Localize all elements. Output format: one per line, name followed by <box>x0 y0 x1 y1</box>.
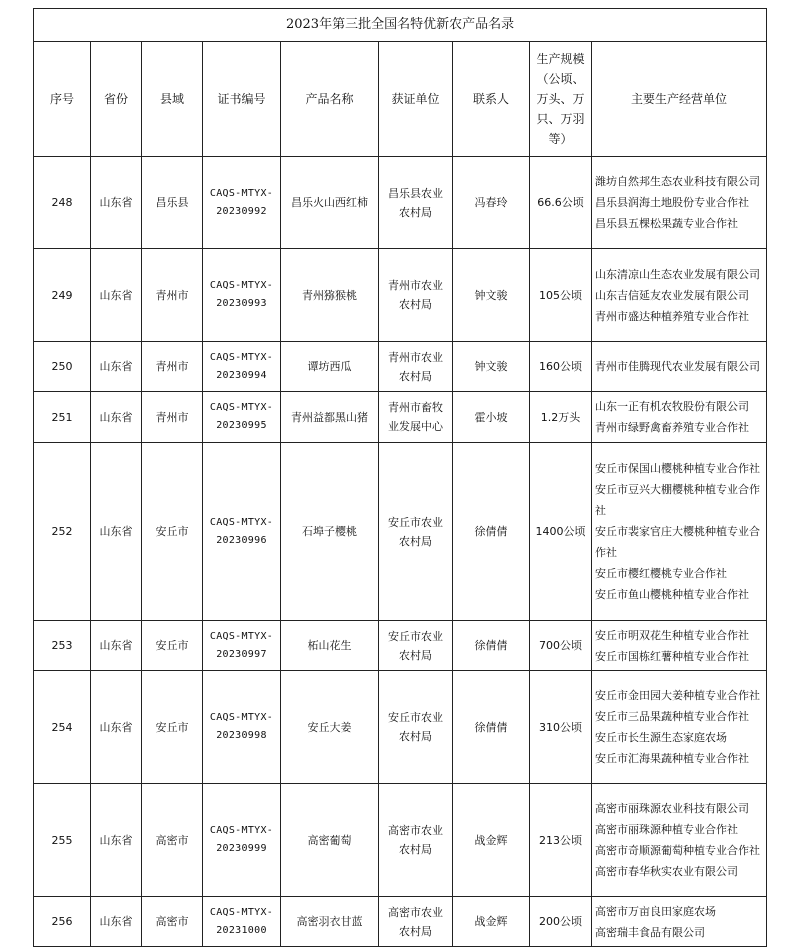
header-unit: 获证单位 <box>379 42 453 157</box>
table-title: 2023年第三批全国名特优新农产品名录 <box>34 9 767 42</box>
orgs-cell <box>592 897 767 947</box>
unit-line: 农村局 <box>399 648 432 662</box>
cert-line: CAQS-MTYX- <box>209 280 274 291</box>
header-cert: 证书编号 <box>203 42 281 157</box>
cert-line: 20230995 <box>216 420 267 431</box>
seq-cell: 251 <box>34 392 91 443</box>
province-cell: 山东省 <box>91 897 142 947</box>
scale-cell: 1.2万头 <box>530 392 592 443</box>
contact-cell: 战金辉 <box>453 784 530 897</box>
product-cell: 高密葡萄 <box>281 784 379 897</box>
org-name: 高密瑞丰食品有限公司 <box>595 925 705 939</box>
product-cell: 石埠子樱桃 <box>281 443 379 621</box>
province-cell: 山东省 <box>91 621 142 671</box>
cert-line: CAQS-MTYX- <box>209 516 274 528</box>
contact-cell: 冯春玲 <box>453 157 530 249</box>
header-scale: 生产规模（公顷、万头、万只、万羽等） <box>530 42 592 157</box>
contact-cell: 徐倩倩 <box>453 443 530 621</box>
cert-cell <box>203 342 281 392</box>
seq-cell: 252 <box>34 443 91 621</box>
unit-line: 青州市农业 <box>388 350 443 364</box>
cert-line: 20230993 <box>216 298 267 309</box>
contact-cell: 钟文骏 <box>453 249 530 342</box>
seq-cell: 248 <box>34 157 91 249</box>
orgs-cell <box>592 392 767 443</box>
county-cell: 安丘市 <box>142 621 203 671</box>
table-row <box>34 784 767 897</box>
seq-cell: 255 <box>34 784 91 897</box>
org-name: 青州市盛达种植养殖专业合作社 <box>595 309 749 323</box>
cert-cell <box>203 671 281 784</box>
cert-line: 20230998 <box>216 730 267 741</box>
county-cell: 高密市 <box>142 784 203 897</box>
county-cell: 青州市 <box>142 249 203 342</box>
org-name: 安丘市明双花生种植专业合作社 <box>595 628 749 642</box>
county-cell: 青州市 <box>142 342 203 392</box>
unit-line: 农村局 <box>399 369 432 383</box>
unit-line: 业发展中心 <box>388 420 443 433</box>
org-name: 安丘市金田园大姜种植专业合作社 <box>595 689 760 702</box>
table-row <box>34 621 767 671</box>
product-table <box>33 8 767 947</box>
cert-cell <box>203 392 281 443</box>
unit-cell <box>379 342 453 392</box>
seq-cell: 254 <box>34 671 91 784</box>
org-name: 青州市佳腾现代农业发展有限公司 <box>595 360 760 373</box>
unit-line: 农村局 <box>399 298 432 311</box>
product-cell: 安丘大姜 <box>281 671 379 784</box>
table-row <box>34 342 767 392</box>
cert-line: 20230994 <box>216 369 267 381</box>
product-cell: 昌乐火山西红柿 <box>281 157 379 249</box>
org-name: 安丘市豆兴大棚樱桃种植专业合作社 <box>595 483 760 517</box>
county-cell: 安丘市 <box>142 443 203 621</box>
org-name: 高密市丽珠源种植专业合作社 <box>595 823 738 836</box>
org-name: 高密市丽珠源农业科技有限公司 <box>595 802 749 815</box>
org-name: 安丘市鱼山樱桃种植专业合作社 <box>595 588 749 601</box>
cert-cell <box>203 897 281 947</box>
orgs-cell <box>592 157 767 249</box>
unit-cell <box>379 157 453 249</box>
unit-line: 农村局 <box>399 534 432 548</box>
table-row <box>34 392 767 443</box>
cert-cell <box>203 621 281 671</box>
county-cell: 昌乐县 <box>142 157 203 249</box>
cert-line: CAQS-MTYX- <box>209 630 274 642</box>
orgs-cell <box>592 621 767 671</box>
header-product: 产品名称 <box>281 42 379 157</box>
org-name: 安丘市裴家官庄大樱桃种植专业合作社 <box>595 525 760 559</box>
contact-cell: 徐倩倩 <box>453 671 530 784</box>
unit-line: 青州市畜牧 <box>388 401 443 414</box>
cert-cell <box>203 443 281 621</box>
cert-line: 20230992 <box>216 205 267 217</box>
header-orgs: 主要生产经营单位 <box>592 42 767 157</box>
scale-cell: 700公顷 <box>530 621 592 671</box>
cert-line: 20230999 <box>216 843 267 854</box>
header-province: 省份 <box>91 42 142 157</box>
header-seq: 序号 <box>34 42 91 157</box>
org-name: 安丘市汇海果蔬种植专业合作社 <box>595 752 749 765</box>
unit-cell <box>379 671 453 784</box>
org-name: 安丘市长生源生态家庭农场 <box>595 731 727 744</box>
cert-line: 20231000 <box>216 924 267 936</box>
table-row <box>34 671 767 784</box>
org-name: 安丘市樱红樱桃专业合作社 <box>595 567 727 580</box>
unit-line: 农村局 <box>399 924 432 938</box>
unit-line: 安丘市农业 <box>388 711 443 724</box>
orgs-cell <box>592 671 767 784</box>
cert-cell <box>203 784 281 897</box>
unit-cell <box>379 897 453 947</box>
cert-line: CAQS-MTYX- <box>209 712 274 723</box>
product-cell: 柘山花生 <box>281 621 379 671</box>
table-row <box>34 897 767 947</box>
product-cell: 青州益都黑山猪 <box>281 392 379 443</box>
unit-cell <box>379 443 453 621</box>
org-name: 昌乐县润海土地股份专业合作社 <box>595 196 749 209</box>
orgs-cell <box>592 342 767 392</box>
orgs-cell <box>592 443 767 621</box>
cert-cell <box>203 249 281 342</box>
unit-cell <box>379 249 453 342</box>
unit-line: 农村局 <box>399 205 432 219</box>
seq-cell: 249 <box>34 249 91 342</box>
org-name: 安丘市三品果蔬种植专业合作社 <box>595 710 749 723</box>
contact-cell: 徐倩倩 <box>453 621 530 671</box>
org-name: 山东清凉山生态农业发展有限公司 <box>595 267 760 281</box>
province-cell: 山东省 <box>91 342 142 392</box>
seq-cell: 253 <box>34 621 91 671</box>
unit-cell <box>379 621 453 671</box>
header-county: 县域 <box>142 42 203 157</box>
cert-cell <box>203 157 281 249</box>
county-cell: 青州市 <box>142 392 203 443</box>
unit-line: 安丘市农业 <box>388 515 443 529</box>
seq-cell: 250 <box>34 342 91 392</box>
province-cell: 山东省 <box>91 392 142 443</box>
province-cell: 山东省 <box>91 157 142 249</box>
scale-cell: 213公顷 <box>530 784 592 897</box>
unit-cell <box>379 392 453 443</box>
province-cell: 山东省 <box>91 443 142 621</box>
cert-line: CAQS-MTYX- <box>209 825 274 836</box>
product-cell: 高密羽衣甘蓝 <box>281 897 379 947</box>
scale-cell: 160公顷 <box>530 342 592 392</box>
cert-line: CAQS-MTYX- <box>209 187 274 199</box>
product-cell: 谭坊西瓜 <box>281 342 379 392</box>
org-name: 潍坊自然邦生态农业科技有限公司 <box>595 175 760 188</box>
province-cell: 山东省 <box>91 784 142 897</box>
unit-cell <box>379 784 453 897</box>
unit-line: 安丘市农业 <box>388 629 443 643</box>
table-row <box>34 157 767 249</box>
unit-line: 高密市农业 <box>388 824 443 837</box>
province-cell: 山东省 <box>91 249 142 342</box>
org-name: 山东一正有机农牧股份有限公司 <box>595 400 749 413</box>
contact-cell: 战金辉 <box>453 897 530 947</box>
org-name: 安丘市国栋红薯种植专业合作社 <box>595 649 749 663</box>
cert-line: 20230997 <box>216 648 267 660</box>
province-cell: 山东省 <box>91 671 142 784</box>
county-cell: 安丘市 <box>142 671 203 784</box>
unit-line: 青州市农业 <box>388 279 443 292</box>
table-row <box>34 443 767 621</box>
scale-cell: 200公顷 <box>530 897 592 947</box>
contact-cell: 钟文骏 <box>453 342 530 392</box>
org-name: 昌乐县五棵松果蔬专业合作社 <box>595 217 738 230</box>
seq-cell: 256 <box>34 897 91 947</box>
org-name: 青州市绿野禽畜养殖专业合作社 <box>595 421 749 434</box>
cert-line: 20230996 <box>216 534 267 546</box>
contact-cell: 霍小坡 <box>453 392 530 443</box>
cert-line: CAQS-MTYX- <box>209 906 274 918</box>
header-contact: 联系人 <box>453 42 530 157</box>
unit-line: 农村局 <box>399 730 432 743</box>
cert-line: CAQS-MTYX- <box>209 351 274 363</box>
unit-line: 农村局 <box>399 843 432 856</box>
scale-cell: 105公顷 <box>530 249 592 342</box>
scale-cell: 1400公顷 <box>530 443 592 621</box>
cert-line: CAQS-MTYX- <box>209 402 274 413</box>
unit-line: 昌乐县农业 <box>388 186 443 200</box>
scale-cell: 310公顷 <box>530 671 592 784</box>
org-name: 高密市奇顺源葡萄种植专业合作社 <box>595 844 760 857</box>
org-name: 高密市万亩良田家庭农场 <box>595 904 716 918</box>
org-name: 高密市春华秋实农业有限公司 <box>595 865 738 878</box>
table-row <box>34 249 767 342</box>
org-name: 安丘市保国山樱桃种植专业合作社 <box>595 462 760 475</box>
scale-cell: 66.6公顷 <box>530 157 592 249</box>
county-cell: 高密市 <box>142 897 203 947</box>
product-list-sheet <box>33 8 766 947</box>
unit-line: 高密市农业 <box>388 905 443 919</box>
table-body <box>34 157 767 947</box>
org-name: 山东吉信延友农业发展有限公司 <box>595 288 749 302</box>
orgs-cell <box>592 249 767 342</box>
product-cell: 青州猕猴桃 <box>281 249 379 342</box>
orgs-cell <box>592 784 767 897</box>
